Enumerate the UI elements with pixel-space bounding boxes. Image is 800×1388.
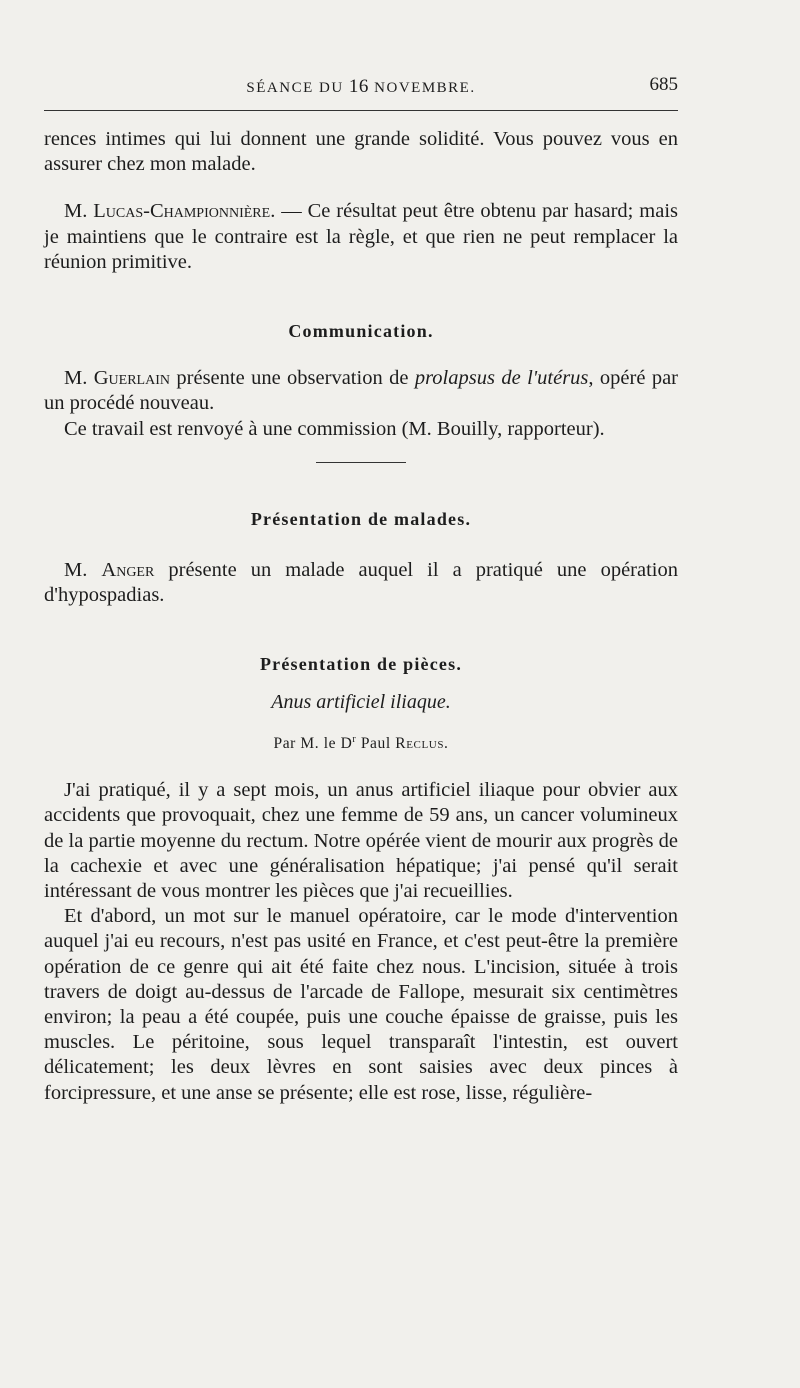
pieces-paragraph-1: J'ai pratiqué, il y a sept mois, un anus artificiel iliaque pour obvier aux accidents que provoquait, chez une femme de 59 ans, un cancer volumineux de la partie moyenne du rectum. Notre opérée vient de mourir aux progrès de la cachexie et avec une généralisation hépatique; j'ai pensé qu'il serait intéressant de vous montrer les pièces que j'ai recueillies. bbox=[44, 779, 678, 903]
guerlain-italic: prolapsus de l'utérus bbox=[414, 367, 589, 390]
communication-heading: Communication. bbox=[288, 321, 434, 342]
byline-first: Paul bbox=[356, 735, 396, 752]
anger-prefix: M. bbox=[64, 559, 102, 582]
byline-sup: r bbox=[352, 733, 357, 745]
article-byline bbox=[44, 727, 678, 756]
running-title-suffix: NOVEMBRE. bbox=[368, 80, 476, 96]
byline-suffix: . bbox=[444, 735, 449, 752]
guerlain-paragraph bbox=[44, 366, 678, 416]
body-text bbox=[44, 127, 678, 1106]
lucas-paragraph bbox=[44, 199, 678, 275]
continuation-paragraph: rences intimes qui lui donnent une grande solidité. Vous pouvez vous en assurer chez mon malade. bbox=[44, 128, 678, 176]
header-rule bbox=[44, 110, 678, 111]
lucas-text: . — Ce résultat peut être obtenu par hasard; mais je maintiens que le contraire est la règle, et que rien ne peut remplacer la réunion primitive. bbox=[44, 200, 678, 273]
pieces-heading: Présentation de pièces. bbox=[259, 654, 463, 675]
malades-heading: Présentation de malades. bbox=[250, 508, 472, 529]
lucas-prefix: M. bbox=[64, 200, 94, 223]
anger-name: Anger bbox=[101, 559, 155, 582]
guerlain-text2: , opéré par un procédé nouveau. bbox=[44, 367, 679, 415]
pieces-paragraph-2: Et d'abord, un mot sur le manuel opératoire, car le mode d'intervention auquel j'ai eu recours, n'est pas usité en France, et c'est peut-être la première opération de ce genre qui ait été faite chez nous. L'incision, située à trois travers de doigt au-dessus de l'arcade de Fallope, mesurait six centimètres environ; la peau a été coupée, puis une couche épaisse de graisse, puis les muscles. Le péritoine, sous lequel transparaît l'intestin, est ouvert délicatement; les deux lèvres en sont saisies avec deux pinces à forcipressure, et une anse se présente; elle est rose, lisse, régulière- bbox=[44, 905, 678, 1104]
commission-paragraph: Ce travail est renvoyé à une commission (M. Bouilly, rapporteur). bbox=[64, 417, 605, 440]
running-title-day: 16 bbox=[348, 76, 369, 97]
guerlain-text: présente une observation de bbox=[170, 367, 415, 390]
running-title bbox=[44, 76, 678, 98]
running-header bbox=[44, 76, 678, 102]
article-title: Anus artificiel iliaque. bbox=[271, 690, 451, 713]
byline-name: Reclus bbox=[395, 735, 445, 752]
lucas-name: Lucas-Championnière bbox=[93, 200, 271, 223]
anger-paragraph bbox=[44, 558, 678, 608]
running-title-prefix: SÉANCE DU bbox=[246, 80, 349, 96]
page-number: 685 bbox=[649, 74, 678, 95]
byline-prefix: Par M. le D bbox=[273, 735, 353, 752]
anger-text: présente un malade auquel il a pratiqué une opération d'hypospadias. bbox=[44, 559, 678, 607]
guerlain-prefix: M. bbox=[64, 367, 94, 390]
guerlain-name: Guerlain bbox=[93, 367, 170, 390]
